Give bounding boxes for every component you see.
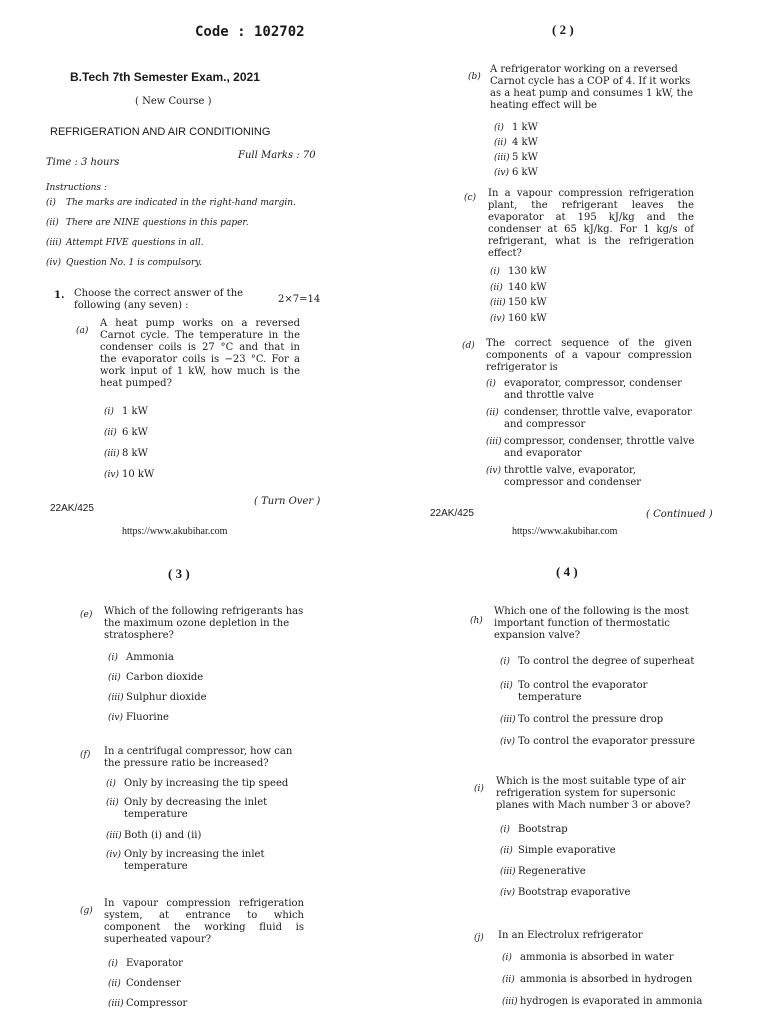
question-1-number: 1.: [54, 290, 65, 301]
question-b-options: [494, 122, 538, 182]
option: (i) 130 kW: [490, 266, 547, 277]
option: (i) Ammonia: [108, 652, 174, 663]
question-1-marks: 2×7=14: [278, 294, 321, 305]
option: (i) Only by increasing the tip speed: [106, 778, 289, 789]
option: (i) 1 kW: [494, 122, 538, 133]
question-e-options: [108, 652, 207, 732]
page-number: ( 2 ): [552, 22, 574, 37]
option: (ii) Only by decreasing the inlet temperature: [106, 797, 268, 820]
page-4: [384, 512, 768, 1024]
option: (i) ammonia is absorbed in water: [502, 952, 674, 963]
option: (iv) throttle valve, evaporator, compressor and condenser: [486, 465, 642, 488]
question-b-text: A refrigerator working on a reversed Carnot cycle has a COP of 4. If it works as a heat pump and consumes 1 kW, the heating effect will be: [490, 64, 694, 111]
option: (ii) 6 kW: [104, 427, 148, 438]
option: (ii) condenser, throttle valve, evaporator and compressor: [486, 407, 692, 430]
site-url: https://www.akubihar.com: [512, 526, 618, 537]
question-e-text: Which of the following refrigerants has the maximum ozone depletion in the stratosphere?: [104, 606, 304, 641]
page-2: [384, 0, 768, 537]
option: (iii) Both (i) and (ii): [106, 830, 202, 841]
question-e-label: (e): [80, 610, 93, 620]
question-c-options: [490, 266, 547, 328]
question-h-label: (h): [470, 616, 483, 626]
paper-code: Code : 102702: [195, 24, 305, 40]
question-a-label: (a): [76, 326, 89, 336]
question-b-label: (b): [468, 72, 481, 82]
question-d-options: [486, 378, 696, 494]
footer-code: 22AK/425: [50, 503, 94, 514]
instruction-item: (i) The marks are indicated in the right-hand margin.: [46, 198, 296, 208]
option: (ii) Carbon dioxide: [108, 672, 204, 683]
option: (ii) Condenser: [108, 978, 181, 989]
question-f-label: (f): [80, 750, 91, 760]
page-number: ( 4 ): [556, 564, 578, 579]
option: (iii) Regenerative: [500, 866, 586, 877]
question-j-label: (j): [474, 933, 484, 943]
time-label: Time : 3 hours: [46, 157, 120, 168]
question-c-label: (c): [464, 193, 477, 203]
option: (iii) 5 kW: [494, 152, 538, 163]
page-3: [0, 512, 384, 1024]
question-i-text: Which is the most suitable type of air refrigeration system for supersonic planes with Mach number 3 or above?: [496, 776, 691, 811]
instruction-item: (ii) There are NINE questions in this paper.: [46, 218, 249, 228]
question-j-text: In an Electrolux refrigerator: [498, 930, 643, 941]
site-url: https://www.akubihar.com: [122, 526, 228, 537]
option: (ii) To control the evaporator temperature: [500, 680, 648, 703]
question-f-options: [106, 778, 306, 879]
question-a-text: A heat pump works on a reversed Carnot cycle. The temperature in the condenser coils is 27 °C and that in the evaporator coils is −23 °C. For a work input of 1 kW, how much is the heat pumped?: [100, 318, 300, 389]
option: (iv) 10 kW: [104, 469, 155, 480]
question-g-options: [108, 958, 187, 1018]
question-i-label: (i): [474, 784, 484, 794]
footer-code: 22AK/425: [430, 508, 474, 519]
question-1-text: Choose the correct answer of the following (any seven) :: [74, 288, 244, 311]
question-g-label: (g): [80, 906, 93, 916]
option: (i) Evaporator: [108, 958, 183, 969]
instructions-list: [46, 198, 346, 278]
option: (iii) Sulphur dioxide: [108, 692, 207, 703]
option: (iii) 8 kW: [104, 448, 148, 459]
question-h-options: [500, 656, 700, 758]
subject-title: REFRIGERATION AND AIR CONDITIONING: [50, 126, 271, 138]
option: (iii) hydrogen is evaporated in ammonia: [502, 996, 703, 1007]
instruction-item: (iii) Attempt FIVE questions in all.: [46, 238, 204, 248]
turn-over-label: ( Turn Over ): [254, 496, 321, 507]
full-marks-label: Full Marks : 70: [238, 150, 316, 161]
option: (iii) compressor, condenser, throttle valve and evaporator: [486, 436, 695, 459]
option: (i) 1 kW: [104, 406, 148, 417]
option: (iv) Fluorine: [108, 712, 169, 723]
option: (iii) Compressor: [108, 998, 188, 1009]
question-c-text: In a vapour compression refrigeration plant, the refrigerant leaves the evaporator at 195 kJ/kg and the condenser at 65 kJ/kg. For 1 kg/s of refrigerant, what is the refrigeration effect?: [488, 188, 694, 259]
question-j-options: [502, 952, 702, 1018]
instruction-item: (iv) Question No. 1 is compulsory.: [46, 258, 203, 268]
option: (i) To control the degree of superheat: [500, 656, 695, 667]
option: (iv) 6 kW: [494, 167, 538, 178]
question-f-text: In a centrifugal compressor, how can the pressure ratio be increased?: [104, 746, 293, 769]
option: (iii) 150 kW: [490, 297, 547, 308]
instructions-title: Instructions :: [46, 183, 107, 193]
page-number: ( 3 ): [168, 566, 190, 581]
continued-label: ( Continued ): [646, 509, 713, 520]
option: (iv) Only by increasing the inlet temperature: [106, 849, 265, 872]
course-label: ( New Course ): [135, 96, 212, 107]
question-g-text: In vapour compression refrigeration system, at entrance to which component the working fluid is superheated vapour?: [104, 898, 304, 945]
option: (iv) 160 kW: [490, 312, 547, 324]
exam-title: B.Tech 7th Semester Exam., 2021: [70, 70, 260, 84]
option: (i) Bootstrap: [500, 824, 568, 835]
question-d-text: The correct sequence of the given components of a vapour compression refrigerator is: [486, 338, 692, 373]
option: (ii) 140 kW: [490, 281, 547, 293]
option: (i) evaporator, compressor, condenser and throttle valve: [486, 378, 682, 401]
question-a-options: [104, 406, 154, 490]
question-i-options: [500, 824, 630, 908]
option: (ii) 4 kW: [494, 137, 538, 148]
page-1: [0, 0, 384, 537]
question-d-label: (d): [462, 341, 475, 351]
option: (iii) To control the pressure drop: [500, 714, 664, 725]
option: (ii) Simple evaporative: [500, 845, 616, 856]
question-h-text: Which one of the following is the most important function of thermostatic expansion valve?: [494, 606, 689, 641]
option: (ii) ammonia is absorbed in hydrogen: [502, 974, 693, 985]
option: (iv) To control the evaporator pressure: [500, 736, 696, 747]
option: (iv) Bootstrap evaporative: [500, 887, 631, 898]
